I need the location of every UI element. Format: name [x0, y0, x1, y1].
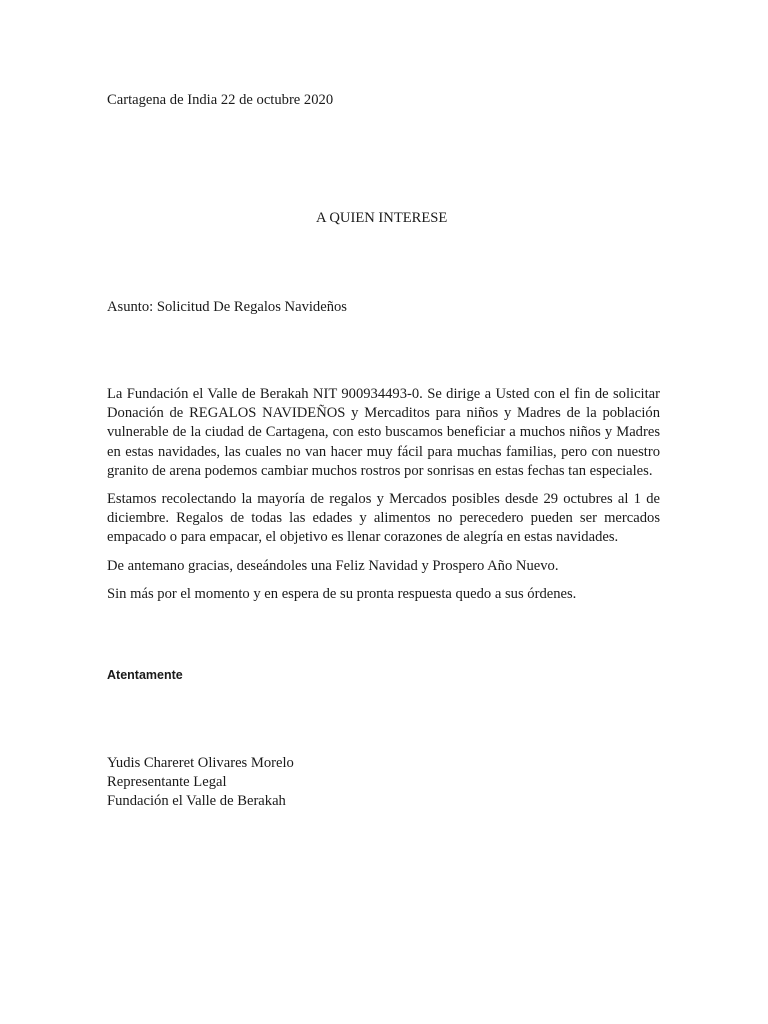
- body-paragraph-2: Estamos recolectando la mayoría de regalos y Mercados posibles desde 29 octubres al 1 de diciembre. Regalos de todas las edades y alimentos no perecedero pueden ser mercados empacado o para empacar, el objetivo es llenar corazones de alegría en estas navidades.: [107, 491, 660, 546]
- body-paragraph-3: De antemano gracias, deseándoles una Feliz Navidad y Prospero Año Nuevo.: [107, 557, 559, 574]
- signatory-title: Representante Legal: [107, 774, 227, 790]
- letter-body: [107, 385, 660, 613]
- subject-line: Asunto: Solicitud De Regalos Navideños: [107, 299, 347, 315]
- body-paragraph-1: La Fundación el Valle de Berakah NIT 900934493-0. Se dirige a Usted con el fin de solicitar Donación de REGALOS NAVIDEÑOS y Mercaditos para niños y Madres de la población vulnerable de la ciudad de Cartagena, con esto buscamos beneficiar a muchos niños y Madres en estas navidades, las cuales no van hacer muy fácil para muchas familias, pero con nuestro granito de arena podemos cambiar muchos rostros por sonrisas en estas fechas tan especiales.: [107, 386, 660, 479]
- closing-line: Atentamente: [107, 668, 183, 682]
- recipient-line: A QUIEN INTERESE: [316, 210, 448, 226]
- date-line: Cartagena de India 22 de octubre 2020: [107, 92, 334, 108]
- signatory-organization: Fundación el Valle de Berakah: [107, 793, 286, 809]
- signature-block: [107, 754, 294, 811]
- signatory-name: Yudis Chareret Olivares Morelo: [107, 755, 294, 771]
- body-paragraph-4: Sin más por el momento y en espera de su pronta respuesta quedo a sus órdenes.: [107, 585, 577, 602]
